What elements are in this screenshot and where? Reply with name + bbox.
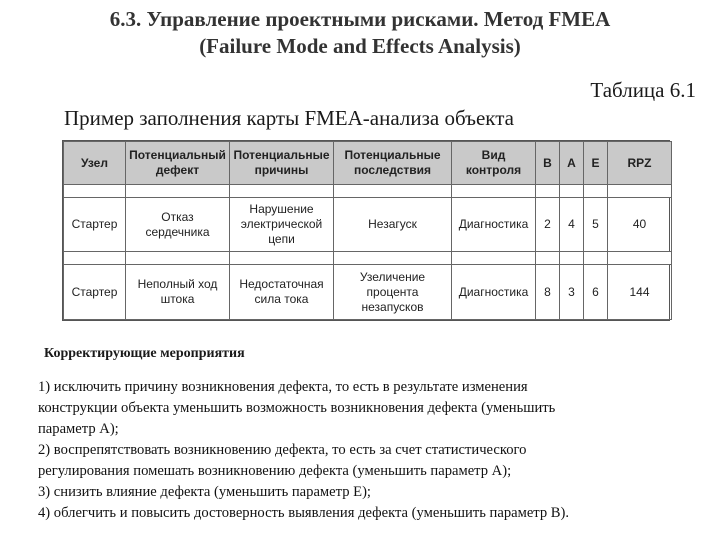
cell-b: 8 (536, 265, 560, 320)
header-a: A (560, 142, 584, 185)
cell-rpz: 40 (608, 197, 672, 252)
cell-causes: Недостаточная сила тока (230, 265, 334, 320)
cell-node: Стартер (64, 265, 126, 320)
table-row (64, 197, 672, 252)
slide-title (0, 6, 720, 60)
table-number: Таблица 6.1 (590, 78, 696, 102)
table-header-row (64, 142, 672, 185)
fmea-table-image (62, 140, 670, 321)
measures-heading: Корректирующие мероприятия (44, 346, 245, 361)
cell-a: 4 (560, 197, 584, 252)
header-control: Вид контроля (452, 142, 536, 185)
table-spacer (64, 185, 672, 198)
header-effects: Потенциальные последствия (334, 142, 452, 185)
cell-e: 6 (584, 265, 608, 320)
cell-control: Диагностика (452, 197, 536, 252)
measures-line: 2) воспрепятствовать возникновению дефекта, то есть за счет статистического (38, 442, 527, 458)
table-spacer (64, 252, 672, 265)
cell-b: 2 (536, 197, 560, 252)
cell-rpz: 144 (608, 265, 672, 320)
cell-effects: Незагуск (334, 197, 452, 252)
header-rpz: RPZ (608, 142, 672, 185)
title-line-2: (Failure Mode and Effects Analysis) (199, 34, 521, 58)
header-e: E (584, 142, 608, 185)
header-b: B (536, 142, 560, 185)
cell-defect: Отказ сердечника (126, 197, 230, 252)
cell-node: Стартер (64, 197, 126, 252)
measures-line: 3) снизить влияние дефекта (уменьшить параметр E); (38, 484, 371, 500)
table-row (64, 265, 672, 320)
cell-causes: Нарушение электрической цепи (230, 197, 334, 252)
fmea-table (63, 141, 672, 320)
cell-defect: Неполный ход штока (126, 265, 230, 320)
title-line-1: 6.3. Управление проектными рисками. Метод FMEA (109, 7, 611, 31)
measures-line: конструкции объекта уменьшить возможность возникновения дефекта (уменьшить (38, 400, 556, 416)
measures-list (38, 377, 710, 524)
cell-a: 3 (560, 265, 584, 320)
cell-effects: Узеличение процента незапусков (334, 265, 452, 320)
cell-control: Диагностика (452, 265, 536, 320)
measures-line: параметр A); (38, 421, 119, 437)
table-caption: Пример заполнения карты FMEA-анализа объекта (64, 106, 514, 130)
measures-line: 4) облегчить и повысить достоверность выявления дефекта (уменьшить параметр B). (38, 505, 570, 521)
header-causes: Потенциальные причины (230, 142, 334, 185)
cell-e: 5 (584, 197, 608, 252)
measures-line: 1) исключить причину возникновения дефекта, то есть в результате изменения (38, 379, 528, 395)
measures-line: регулирования помешать возникновению дефекта (уменьшить параметр A); (38, 463, 512, 479)
header-defect: Потенциальный дефект (126, 142, 230, 185)
header-node: Узел (64, 142, 126, 185)
